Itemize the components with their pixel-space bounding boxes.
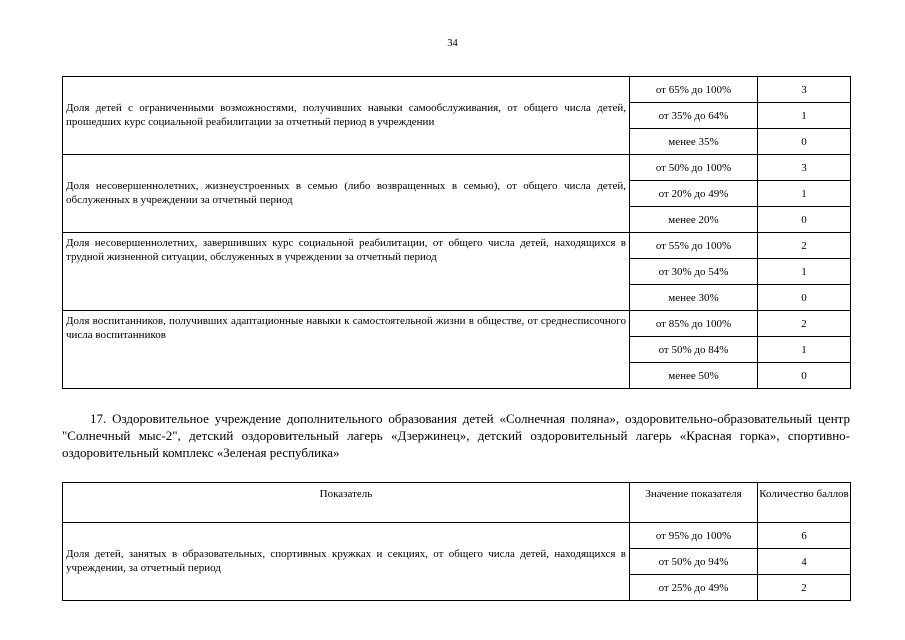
table-row	[63, 523, 851, 549]
points-cell: 1	[758, 181, 851, 207]
value-cell: от 65% до 100%	[630, 77, 758, 103]
indicator-cell: Доля детей с ограниченными возможностями, получивших навыки самообслуживания, от общего числа детей, прошедших курс социальной реабилитации за отчетный период в учреждении	[63, 77, 630, 155]
criteria-table-1	[62, 76, 851, 389]
value-cell: от 50% до 84%	[630, 337, 758, 363]
value-cell: от 55% до 100%	[630, 233, 758, 259]
value-cell: от 85% до 100%	[630, 311, 758, 337]
header-points: Количество баллов	[758, 483, 851, 523]
points-cell: 6	[758, 523, 851, 549]
points-cell: 3	[758, 77, 851, 103]
points-cell: 0	[758, 363, 851, 389]
indicator-cell: Доля детей, занятых в образовательных, спортивных кружках и секциях, от общего числа детей, находящихся в учреждении, за отчетный период	[63, 523, 630, 601]
value-cell: менее 30%	[630, 285, 758, 311]
points-cell: 1	[758, 259, 851, 285]
criteria-table-2	[62, 482, 851, 601]
value-cell: от 95% до 100%	[630, 523, 758, 549]
points-cell: 4	[758, 549, 851, 575]
value-cell: от 50% до 94%	[630, 549, 758, 575]
points-cell: 2	[758, 575, 851, 601]
header-value: Значение показателя	[630, 483, 758, 523]
value-cell: менее 35%	[630, 129, 758, 155]
points-cell: 0	[758, 285, 851, 311]
points-cell: 1	[758, 337, 851, 363]
value-cell: от 20% до 49%	[630, 181, 758, 207]
page-number: 34	[447, 38, 458, 49]
table-header-row	[63, 483, 851, 523]
points-cell: 0	[758, 207, 851, 233]
table-row	[63, 77, 851, 103]
points-cell: 2	[758, 233, 851, 259]
points-cell: 0	[758, 129, 851, 155]
section-17-heading: 17. Оздоровительное учреждение дополнительного образования детей «Солнечная поляна», оздоровительно-образовательный центр "Солнечный мыс-2", детский оздоровительный лагерь «Дзержинец», детский оздоровительный лагерь «Красная горка», спортивно-оздоровительный комплекс «Зеленая республика»	[62, 411, 850, 460]
indicator-cell: Доля несовершеннолетних, жизнеустроенных в семью (либо возвращенных в семью), от общего числа детей, обслуженных в учреждении за отчетный период	[63, 155, 630, 233]
table-row	[63, 311, 851, 337]
value-cell: от 25% до 49%	[630, 575, 758, 601]
header-indicator: Показатель	[63, 483, 630, 523]
indicator-cell: Доля несовершеннолетних, завершивших курс социальной реабилитации, от общего числа детей, находящихся в трудной жизненной ситуации, обслуженных в учреждении за отчетный период	[63, 233, 630, 311]
table-row	[63, 155, 851, 181]
value-cell: от 50% до 100%	[630, 155, 758, 181]
value-cell: менее 50%	[630, 363, 758, 389]
points-cell: 2	[758, 311, 851, 337]
value-cell: от 30% до 54%	[630, 259, 758, 285]
points-cell: 3	[758, 155, 851, 181]
value-cell: от 35% до 64%	[630, 103, 758, 129]
value-cell: менее 20%	[630, 207, 758, 233]
table-row	[63, 233, 851, 259]
indicator-cell: Доля воспитанников, получивших адаптационные навыки к самостоятельной жизни в обществе, от среднесписочного числа воспитанников	[63, 311, 630, 389]
points-cell: 1	[758, 103, 851, 129]
